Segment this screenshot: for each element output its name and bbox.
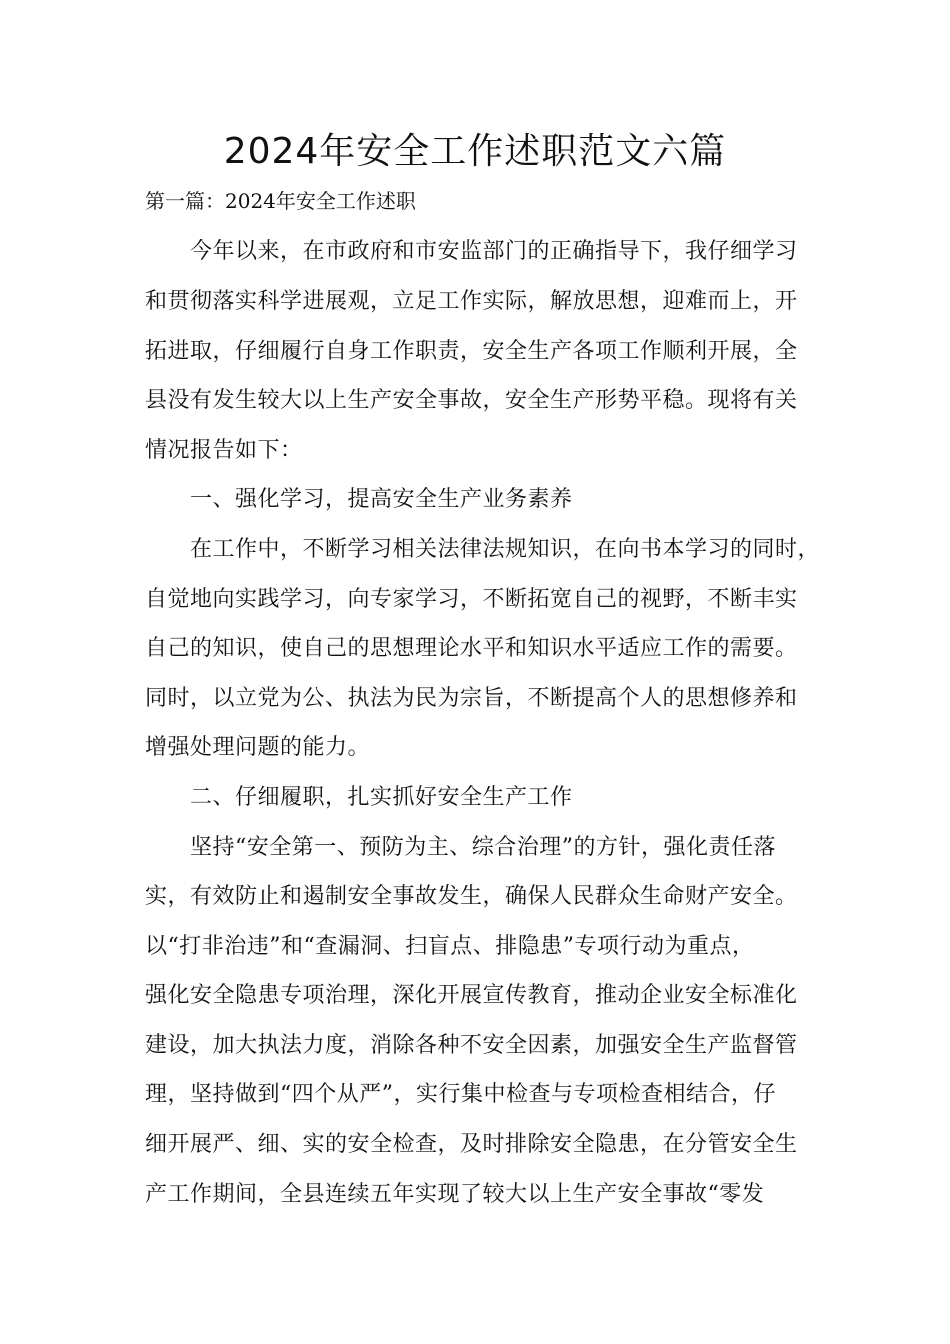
paragraph-line: 和贯彻落实科学进展观，立足工作实际，解放思想，迎难而上，开	[145, 289, 798, 314]
paragraph-line: 增强处理问题的能力。	[145, 735, 371, 760]
document-title: 2024年安全工作述职范文六篇	[223, 131, 727, 172]
paragraph-line: 实，有效防止和遏制安全事故发生，确保人民群众生命财产安全。	[145, 884, 798, 909]
paragraph-line: 拓进取，仔细履行自身工作职责，安全生产各项工作顺利开展，全	[145, 339, 798, 364]
paragraph-line: 产工作期间，全县连续五年实现了较大以上生产安全事故“零发	[145, 1182, 765, 1207]
paragraph-line: 坚持“安全第一、预防为主、综合治理”的方针，强化责任落	[190, 835, 776, 860]
paragraph-line: 在工作中，不断学习相关法律法规知识，在向书本学习的同时，	[190, 537, 821, 562]
section-subtitle: 第一篇：2024年安全工作述职	[145, 189, 416, 213]
section-heading: 二、仔细履职，扎实抓好安全生产工作	[190, 785, 573, 810]
paragraph-line: 自己的知识，使自己的思想理论水平和知识水平适应工作的需要。	[145, 636, 798, 661]
paragraph-line: 理，坚持做到“四个从严”，实行集中检查与专项检查相结合，仔	[145, 1082, 776, 1107]
paragraph-line: 以“打非治违”和“查漏洞、扫盲点、排隐患”专项行动为重点，	[145, 934, 755, 959]
paragraph-line: 自觉地向实践学习，向专家学习，不断拓宽自己的视野，不断丰实	[145, 587, 798, 612]
paragraph-line: 细开展严、细、实的安全检查，及时排除安全隐患，在分管安全生	[145, 1132, 798, 1157]
paragraph-line: 情况报告如下：	[145, 438, 303, 463]
paragraph-line: 今年以来，在市政府和市安监部门的正确指导下，我仔细学习	[190, 239, 798, 264]
paragraph-line: 建设，加大执法力度，消除各种不安全因素，加强安全生产监督管	[145, 1033, 798, 1058]
paragraph-line: 同时，以立党为公、执法为民为宗旨，不断提高个人的思想修养和	[145, 686, 798, 711]
section-heading: 一、强化学习，提高安全生产业务素养	[190, 487, 573, 512]
paragraph-line: 强化安全隐患专项治理，深化开展宣传教育，推动企业安全标准化	[145, 983, 798, 1008]
paragraph-line: 县没有发生较大以上生产安全事故，安全生产形势平稳。现将有关	[145, 388, 798, 413]
